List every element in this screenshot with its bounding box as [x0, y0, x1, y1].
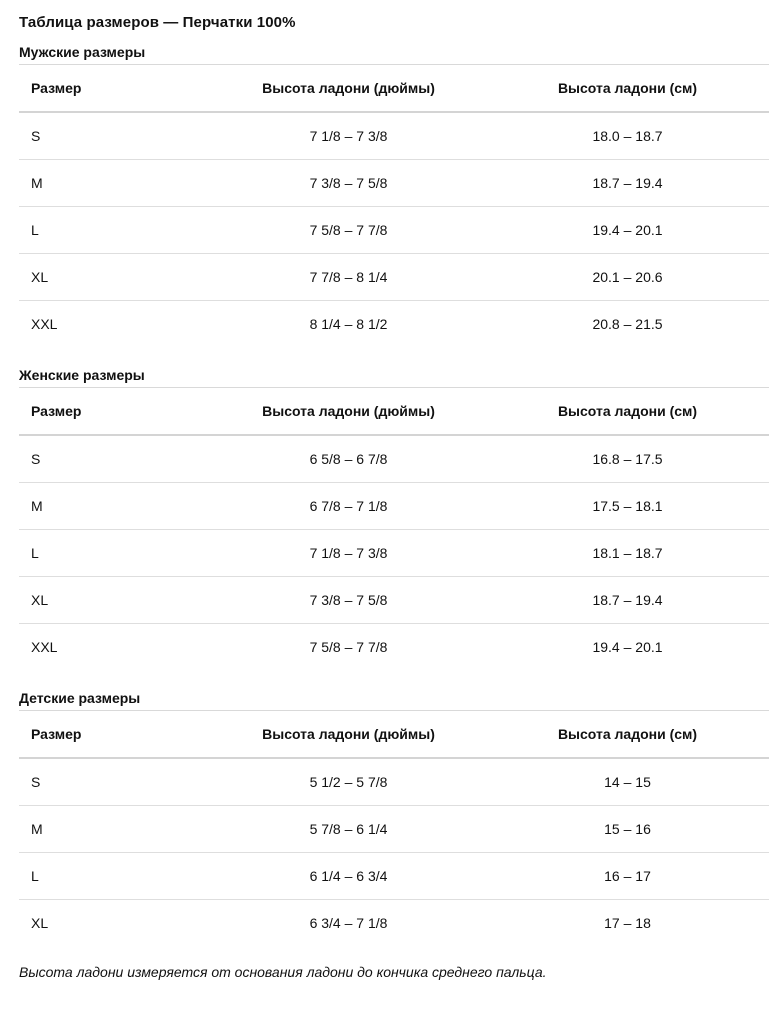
- table-row: [19, 853, 769, 900]
- size-table-men: [19, 64, 769, 347]
- table-row: [19, 530, 769, 577]
- size-cell: M: [19, 483, 211, 530]
- cm-cell: 18.0 – 18.7: [486, 112, 769, 160]
- inches-cell: 7 3/8 – 7 5/8: [211, 160, 486, 207]
- table-row: [19, 900, 769, 947]
- cm-cell: 18.7 – 19.4: [486, 160, 769, 207]
- inches-cell: 8 1/4 – 8 1/2: [309, 316, 388, 332]
- table-row: [19, 806, 769, 853]
- page-title: Таблица размеров — Перчатки 100%: [19, 14, 296, 31]
- section-title-kids: Детские размеры: [19, 690, 141, 706]
- column-header-inches: Высота ладони (дюймы): [211, 388, 486, 436]
- column-header-cm: Высота ладони (см): [486, 711, 769, 759]
- size-cell: XL: [31, 915, 49, 931]
- section-title-women: Женские размеры: [19, 367, 145, 383]
- cm-cell: 19.4 – 20.1: [592, 639, 663, 655]
- size-cell: XXL: [31, 316, 58, 332]
- size-table-women: [19, 387, 769, 670]
- table-row: [19, 301, 769, 348]
- cm-cell: 20.1 – 20.6: [486, 254, 769, 301]
- cm-cell: 19.4 – 20.1: [486, 207, 769, 254]
- size-cell: L: [19, 853, 211, 900]
- footnote: Высота ладони измеряется от основания ладони до кончика среднего пальца.: [19, 964, 547, 980]
- inches-cell: 6 3/4 – 7 1/8: [309, 915, 388, 931]
- inches-cell: 7 5/8 – 7 7/8: [211, 207, 486, 254]
- size-cell: S: [19, 112, 211, 160]
- inches-cell: 6 5/8 – 6 7/8: [211, 435, 486, 483]
- inches-cell: 6 1/4 – 6 3/4: [211, 853, 486, 900]
- inches-cell: 7 1/8 – 7 3/8: [211, 530, 486, 577]
- table-row: [19, 112, 769, 160]
- cm-cell: 17 – 18: [604, 915, 651, 931]
- size-cell: XL: [19, 254, 211, 301]
- cm-cell: 16.8 – 17.5: [486, 435, 769, 483]
- inches-cell: 6 7/8 – 7 1/8: [211, 483, 486, 530]
- size-cell: M: [19, 160, 211, 207]
- table-row: [19, 254, 769, 301]
- column-header-cm: Высота ладони (см): [486, 388, 769, 436]
- table-header-row: [19, 388, 769, 436]
- cm-cell: 17.5 – 18.1: [486, 483, 769, 530]
- size-cell: XL: [19, 577, 211, 624]
- inches-cell: 7 3/8 – 7 5/8: [211, 577, 486, 624]
- cm-cell: 18.1 – 18.7: [486, 530, 769, 577]
- column-header-cm: Высота ладони (см): [486, 65, 769, 113]
- column-header-inches: Высота ладони (дюймы): [211, 65, 486, 113]
- table-header-row: [19, 65, 769, 113]
- cm-cell: 15 – 16: [486, 806, 769, 853]
- table-row: [19, 624, 769, 671]
- table-row: [19, 435, 769, 483]
- table-row: [19, 160, 769, 207]
- table-row: [19, 483, 769, 530]
- size-table-kids: [19, 710, 769, 946]
- cm-cell: 14 – 15: [486, 758, 769, 806]
- inches-cell: 7 1/8 – 7 3/8: [211, 112, 486, 160]
- column-header-size: Размер: [19, 711, 211, 759]
- cm-cell: 20.8 – 21.5: [592, 316, 663, 332]
- size-cell: M: [19, 806, 211, 853]
- column-header-size: Размер: [19, 388, 211, 436]
- inches-cell: 5 7/8 – 6 1/4: [211, 806, 486, 853]
- column-header-inches: Высота ладони (дюймы): [211, 711, 486, 759]
- size-cell: S: [19, 758, 211, 806]
- size-cell: XXL: [31, 639, 58, 655]
- size-cell: L: [19, 530, 211, 577]
- table-row: [19, 577, 769, 624]
- inches-cell: 5 1/2 – 5 7/8: [211, 758, 486, 806]
- size-cell: S: [19, 435, 211, 483]
- inches-cell: 7 5/8 – 7 7/8: [309, 639, 388, 655]
- table-row: [19, 758, 769, 806]
- cm-cell: 18.7 – 19.4: [486, 577, 769, 624]
- size-cell: L: [19, 207, 211, 254]
- cm-cell: 16 – 17: [486, 853, 769, 900]
- inches-cell: 7 7/8 – 8 1/4: [211, 254, 486, 301]
- column-header-size: Размер: [19, 65, 211, 113]
- table-header-row: [19, 711, 769, 759]
- section-title-men: Мужские размеры: [19, 44, 146, 60]
- table-row: [19, 207, 769, 254]
